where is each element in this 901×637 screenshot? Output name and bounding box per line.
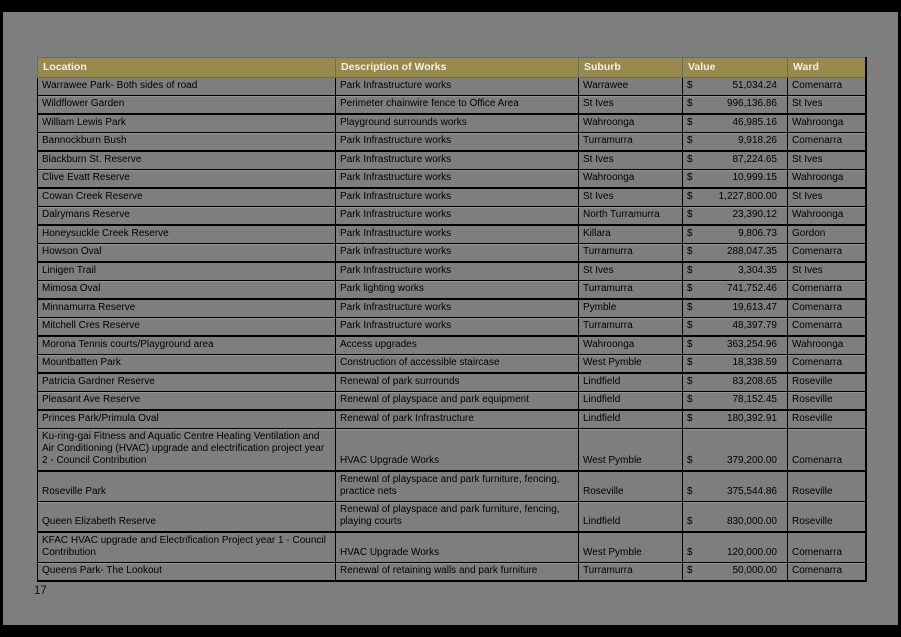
currency-symbol: $ xyxy=(687,357,693,368)
value-amount: 379,200.00 xyxy=(726,455,777,466)
ward-cell: Roseville xyxy=(788,392,866,411)
description-cell: Park Infrastructure works xyxy=(336,225,579,244)
location-cell: Mimosa Oval xyxy=(38,281,336,300)
table-row xyxy=(38,207,866,226)
value-cell xyxy=(683,373,788,392)
value-amount: 9,806.73 xyxy=(738,228,777,239)
location-cell: Pleasant Ave Reserve xyxy=(38,392,336,411)
location-cell: Ku-ring-gai Fitness and Aquatic Centre Heating Ventilation and Air Conditioning (HVAC) upgrade and electrification project year 2 - Council Contribution xyxy=(38,429,336,472)
ward-cell: St Ives xyxy=(788,96,866,115)
table-row xyxy=(38,429,866,472)
suburb-cell: Killara xyxy=(579,225,683,244)
description-cell: Park Infrastructure works xyxy=(336,262,579,281)
description-cell: Park Infrastructure works xyxy=(336,133,579,152)
value-amount: 1,227,800.00 xyxy=(718,191,777,202)
suburb-cell: Lindfield xyxy=(579,373,683,392)
currency-symbol: $ xyxy=(687,565,693,576)
value-cell xyxy=(683,410,788,429)
value-cell xyxy=(683,299,788,318)
value-cell xyxy=(683,336,788,355)
suburb-cell: Pymble xyxy=(579,299,683,318)
location-cell: Howson Oval xyxy=(38,244,336,263)
currency-symbol: $ xyxy=(687,455,693,466)
suburb-cell: Wahroonga xyxy=(579,114,683,133)
currency-symbol: $ xyxy=(687,394,693,405)
currency-symbol: $ xyxy=(687,265,693,276)
table-row xyxy=(38,225,866,244)
table-row xyxy=(38,188,866,207)
description-cell: Construction of accessible staircase xyxy=(336,355,579,374)
header-suburb: Suburb xyxy=(579,58,683,78)
suburb-cell: Roseville xyxy=(579,471,683,502)
location-cell: Dalrymans Reserve xyxy=(38,207,336,226)
ward-cell: Comenarra xyxy=(788,563,866,582)
currency-symbol: $ xyxy=(687,209,693,220)
value-amount: 18,338.59 xyxy=(732,357,777,368)
ward-cell: Roseville xyxy=(788,471,866,502)
description-cell: Park Infrastructure works xyxy=(336,188,579,207)
location-cell: Honeysuckle Creek Reserve xyxy=(38,225,336,244)
currency-symbol: $ xyxy=(687,283,693,294)
ward-cell: Comenarra xyxy=(788,355,866,374)
table-row xyxy=(38,170,866,189)
suburb-cell: Turramurra xyxy=(579,244,683,263)
currency-symbol: $ xyxy=(687,486,693,497)
table-row xyxy=(38,563,866,582)
description-cell: Renewal of playspace and park furniture, fencing, playing courts xyxy=(336,502,579,533)
header-value: Value xyxy=(683,58,788,78)
ward-cell: Comenarra xyxy=(788,532,866,563)
ward-cell: Gordon xyxy=(788,225,866,244)
table-row xyxy=(38,244,866,263)
currency-symbol: $ xyxy=(687,117,693,128)
value-cell xyxy=(683,96,788,115)
value-amount: 10,999.15 xyxy=(732,172,777,183)
location-cell: Mountbatten Park xyxy=(38,355,336,374)
ward-cell: Roseville xyxy=(788,502,866,533)
currency-symbol: $ xyxy=(687,302,693,313)
document-page xyxy=(3,12,898,625)
table-row xyxy=(38,299,866,318)
description-cell: Perimeter chainwire fence to Office Area xyxy=(336,96,579,115)
description-cell: Park lighting works xyxy=(336,281,579,300)
value-amount: 23,390.12 xyxy=(732,209,777,220)
header-ward: Ward xyxy=(788,58,866,78)
ward-cell: St Ives xyxy=(788,151,866,170)
description-cell: Renewal of park Infrastructure xyxy=(336,410,579,429)
suburb-cell: Turramurra xyxy=(579,318,683,337)
description-cell: Park Infrastructure works xyxy=(336,318,579,337)
suburb-cell: Wahroonga xyxy=(579,336,683,355)
description-cell: Park Infrastructure works xyxy=(336,244,579,263)
currency-symbol: $ xyxy=(687,547,693,558)
location-cell: KFAC HVAC upgrade and Electrification Project year 1 - Council Contribution xyxy=(38,532,336,563)
table-row xyxy=(38,78,866,96)
ward-cell: Comenarra xyxy=(788,299,866,318)
suburb-cell: St Ives xyxy=(579,188,683,207)
suburb-cell: West Pymble xyxy=(579,429,683,472)
table-row xyxy=(38,281,866,300)
value-amount: 19,613.47 xyxy=(732,302,777,313)
currency-symbol: $ xyxy=(687,172,693,183)
description-cell: Renewal of retaining walls and park furniture xyxy=(336,563,579,582)
location-cell: Morona Tennis courts/Playground area xyxy=(38,336,336,355)
currency-symbol: $ xyxy=(687,516,693,527)
description-cell: Renewal of playspace and park equipment xyxy=(336,392,579,411)
currency-symbol: $ xyxy=(687,246,693,257)
currency-symbol: $ xyxy=(687,413,693,424)
location-cell: Queens Park- The Lookout xyxy=(38,563,336,582)
description-cell: Renewal of playspace and park furniture, fencing, practice nets xyxy=(336,471,579,502)
currency-symbol: $ xyxy=(687,154,693,165)
suburb-cell: North Turramurra xyxy=(579,207,683,226)
value-cell xyxy=(683,133,788,152)
value-amount: 363,254.96 xyxy=(726,339,777,350)
table-row xyxy=(38,336,866,355)
location-cell: Blackburn St. Reserve xyxy=(38,151,336,170)
currency-symbol: $ xyxy=(687,135,693,146)
ward-cell: St Ives xyxy=(788,188,866,207)
description-cell: HVAC Upgrade Works xyxy=(336,429,579,472)
header-location: Location xyxy=(38,58,336,78)
table-header xyxy=(38,58,866,78)
value-cell xyxy=(683,114,788,133)
description-cell: Access upgrades xyxy=(336,336,579,355)
currency-symbol: $ xyxy=(687,98,693,109)
description-cell: Park Infrastructure works xyxy=(336,78,579,96)
table-row xyxy=(38,151,866,170)
value-cell xyxy=(683,318,788,337)
value-amount: 3,304.35 xyxy=(738,265,777,276)
location-cell: Minnamurra Reserve xyxy=(38,299,336,318)
ward-cell: Comenarra xyxy=(788,318,866,337)
currency-symbol: $ xyxy=(687,80,693,91)
currency-symbol: $ xyxy=(687,376,693,387)
location-cell: Princes Park/Primula Oval xyxy=(38,410,336,429)
value-cell xyxy=(683,392,788,411)
suburb-cell: St Ives xyxy=(579,151,683,170)
suburb-cell: Warrawee xyxy=(579,78,683,96)
table-body xyxy=(38,78,866,582)
value-cell xyxy=(683,170,788,189)
description-cell: Park Infrastructure works xyxy=(336,151,579,170)
value-amount: 83,208.65 xyxy=(732,376,777,387)
ward-cell: Wahroonga xyxy=(788,336,866,355)
value-cell xyxy=(683,281,788,300)
value-amount: 51,034.24 xyxy=(732,80,777,91)
suburb-cell: West Pymble xyxy=(579,532,683,563)
ward-cell: Comenarra xyxy=(788,281,866,300)
value-amount: 120,000.00 xyxy=(726,547,777,558)
location-cell: Linigen Trail xyxy=(38,262,336,281)
ward-cell: Roseville xyxy=(788,410,866,429)
value-amount: 830,000.00 xyxy=(726,516,777,527)
location-cell: Roseville Park xyxy=(38,471,336,502)
suburb-cell: Turramurra xyxy=(579,133,683,152)
value-cell xyxy=(683,471,788,502)
suburb-cell: Lindfield xyxy=(579,502,683,533)
location-cell: Patricia Gardner Reserve xyxy=(38,373,336,392)
value-amount: 741,752.46 xyxy=(726,283,777,294)
value-amount: 9,918.26 xyxy=(738,135,777,146)
value-cell xyxy=(683,502,788,533)
value-amount: 50,000.00 xyxy=(732,565,777,576)
value-cell xyxy=(683,188,788,207)
ward-cell: Roseville xyxy=(788,373,866,392)
description-cell: Park Infrastructure works xyxy=(336,207,579,226)
currency-symbol: $ xyxy=(687,320,693,331)
table-row xyxy=(38,355,866,374)
suburb-cell: Turramurra xyxy=(579,281,683,300)
value-cell xyxy=(683,563,788,582)
location-cell: Queen Elizabeth Reserve xyxy=(38,502,336,533)
suburb-cell: West Pymble xyxy=(579,355,683,374)
value-cell xyxy=(683,244,788,263)
ward-cell: St Ives xyxy=(788,262,866,281)
suburb-cell: Turramurra xyxy=(579,563,683,582)
table-row xyxy=(38,532,866,563)
description-cell: Park Infrastructure works xyxy=(336,299,579,318)
table-row xyxy=(38,96,866,115)
suburb-cell: Wahroonga xyxy=(579,170,683,189)
table-row xyxy=(38,392,866,411)
table-row xyxy=(38,410,866,429)
ward-cell: Wahroonga xyxy=(788,170,866,189)
value-cell xyxy=(683,355,788,374)
value-cell xyxy=(683,262,788,281)
value-amount: 288,047.35 xyxy=(726,246,777,257)
ward-cell: Comenarra xyxy=(788,429,866,472)
location-cell: Wildflower Garden xyxy=(38,96,336,115)
ward-cell: Wahroonga xyxy=(788,114,866,133)
ward-cell: Comenarra xyxy=(788,133,866,152)
location-cell: Warrawee Park- Both sides of road xyxy=(38,78,336,96)
suburb-cell: Lindfield xyxy=(579,410,683,429)
page-number: 17 xyxy=(34,585,47,597)
value-amount: 87,224.65 xyxy=(732,154,777,165)
location-cell: Bannockburn Bush xyxy=(38,133,336,152)
value-cell xyxy=(683,78,788,96)
header-description: Description of Works xyxy=(336,58,579,78)
value-cell xyxy=(683,532,788,563)
location-cell: Mitchell Cres Reserve xyxy=(38,318,336,337)
table-row xyxy=(38,471,866,502)
value-amount: 375,544.86 xyxy=(726,486,777,497)
description-cell: Playground surrounds works xyxy=(336,114,579,133)
description-cell: Renewal of park surrounds xyxy=(336,373,579,392)
location-cell: William Lewis Park xyxy=(38,114,336,133)
currency-symbol: $ xyxy=(687,191,693,202)
value-amount: 48,397.79 xyxy=(732,320,777,331)
ward-cell: Comenarra xyxy=(788,78,866,96)
table-row xyxy=(38,373,866,392)
location-cell: Cowan Creek Reserve xyxy=(38,188,336,207)
value-amount: 180,392.91 xyxy=(726,413,777,424)
value-amount: 996,136.86 xyxy=(726,98,777,109)
header-row xyxy=(38,58,866,78)
table-row xyxy=(38,133,866,152)
ward-cell: Comenarra xyxy=(788,244,866,263)
value-cell xyxy=(683,225,788,244)
suburb-cell: St Ives xyxy=(579,96,683,115)
table-row xyxy=(38,262,866,281)
location-cell: Clive Evatt Reserve xyxy=(38,170,336,189)
works-table xyxy=(37,57,867,582)
table-row xyxy=(38,502,866,533)
value-cell xyxy=(683,429,788,472)
value-cell xyxy=(683,151,788,170)
suburb-cell: St Ives xyxy=(579,262,683,281)
value-cell xyxy=(683,207,788,226)
description-cell: HVAC Upgrade Works xyxy=(336,532,579,563)
currency-symbol: $ xyxy=(687,339,693,350)
currency-symbol: $ xyxy=(687,228,693,239)
value-amount: 46,985.16 xyxy=(732,117,777,128)
value-amount: 78,152.45 xyxy=(732,394,777,405)
ward-cell: Wahroonga xyxy=(788,207,866,226)
table-row xyxy=(38,114,866,133)
description-cell: Park Infrastructure works xyxy=(336,170,579,189)
suburb-cell: Lindfield xyxy=(579,392,683,411)
table-row xyxy=(38,318,866,337)
